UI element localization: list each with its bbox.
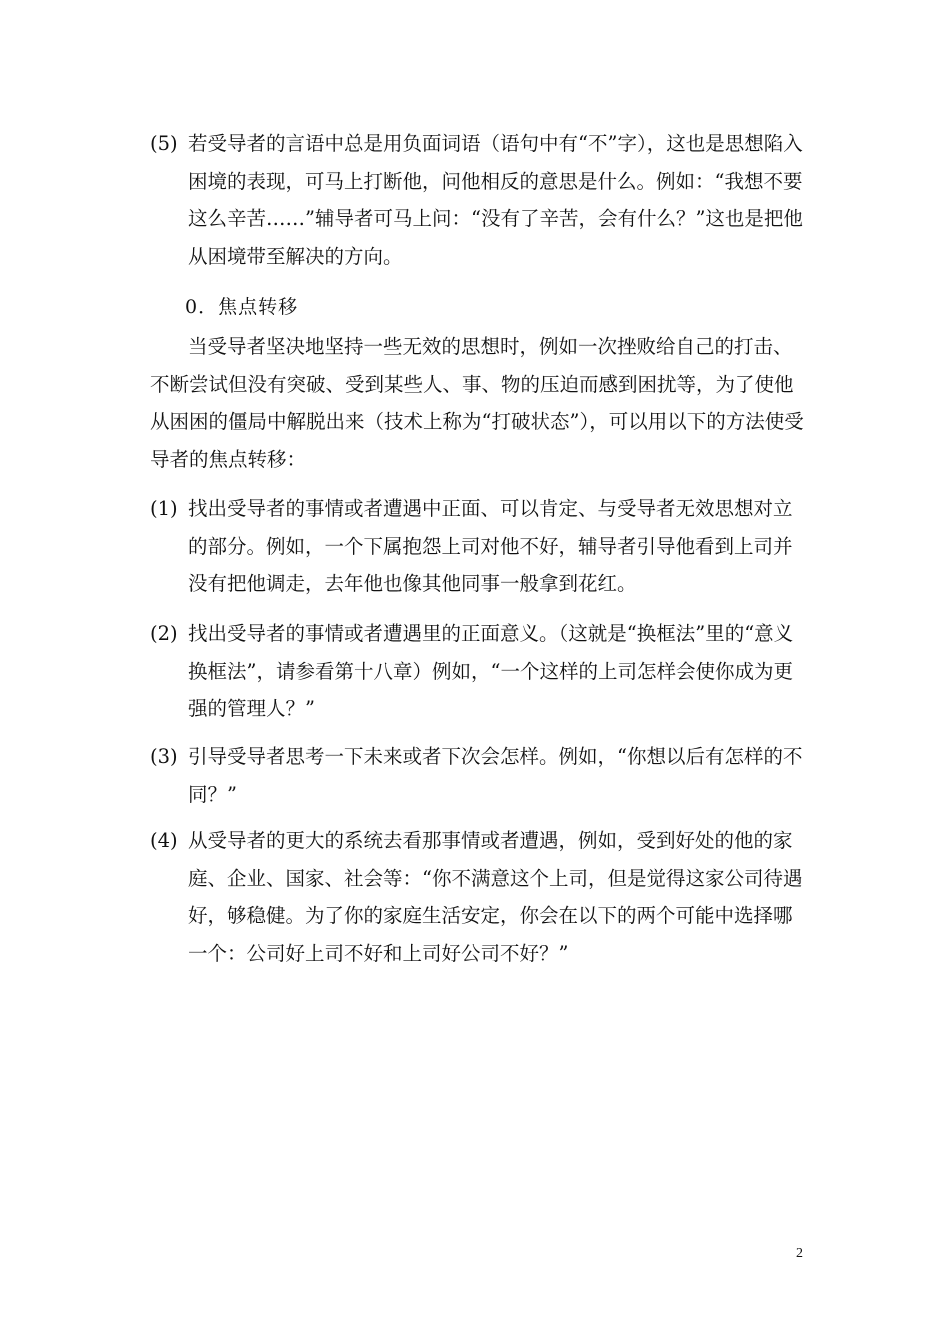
- item-number: (5): [150, 132, 178, 155]
- list-item-2: [150, 615, 810, 728]
- item-number: (1): [150, 497, 178, 520]
- item-text: 引导受导者思考一下未来或者下次会怎样。例如，“你想以后有怎样的不同？”: [188, 745, 803, 806]
- item-number: (4): [150, 829, 178, 852]
- item-text: 找出受导者的事情或者遭遇里的正面意义。（这就是“换框法”里的“意义换框法”，请参看第十八章）例如，“一个这样的上司怎样会使你成为更强的管理人？”: [188, 622, 794, 720]
- item-number: (2): [150, 622, 178, 645]
- list-item-4: [150, 822, 810, 972]
- item-number: (3): [150, 745, 178, 768]
- section-paragraph: 当受导者坚决地坚持一些无效的思想时，例如一次挫败给自己的打击、不断尝试但没有突破、受到某些人、事、物的压迫而感到困扰等，为了使他从困困的僵局中解脱出来（技术上称为“打破状态”），可以用以下的方法使受导者的焦点转移：: [150, 335, 804, 471]
- item-text: 从受导者的更大的系统去看那事情或者遭遇，例如，受到好处的他的家庭、企业、国家、社会等：“你不满意这个上司，但是觉得这家公司待遇好，够稳健。为了你的家庭生活安定，你会在以下的两个可能中选择哪一个：公司好上司不好和上司好公司不好？”: [188, 829, 803, 965]
- list-item-1: [150, 490, 810, 603]
- page-number: 2: [796, 1246, 803, 1261]
- item-text: 找出受导者的事情或者遭遇中正面、可以肯定、与受导者无效思想对立的部分。例如，一个下属抱怨上司对他不好，辅导者引导他看到上司并没有把他调走，去年他也像其他同事一般拿到花红。: [188, 497, 793, 595]
- list-item-5: [150, 125, 810, 275]
- list-item-3: [150, 738, 810, 813]
- item-text: 若受导者的言语中总是用负面词语（语句中有“不”字），这也是思想陷入困境的表现，可马上打断他，问他相反的意思是什么。例如：“我想不要这么辛苦……”辅导者可马上问：“没有了辛苦，会有什么？”这也是把他从困境带至解决的方向。: [188, 132, 803, 268]
- section-heading: 0．焦点转移: [185, 296, 299, 318]
